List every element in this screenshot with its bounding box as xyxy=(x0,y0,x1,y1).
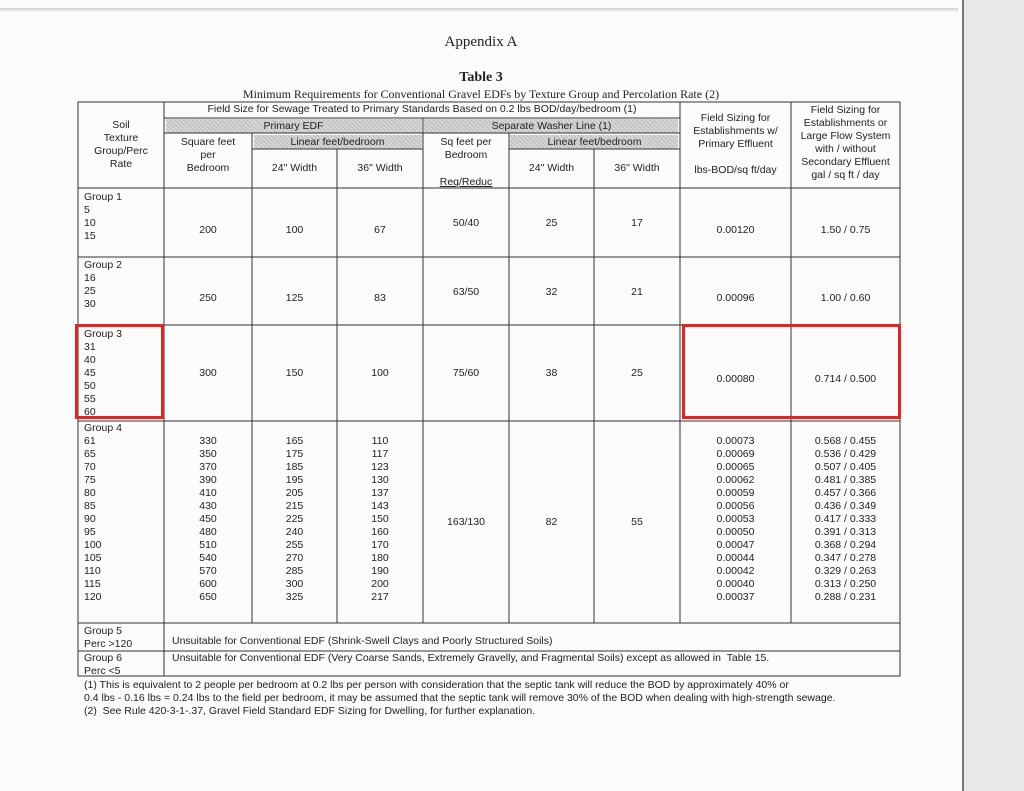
group2-bod: 0.00096 xyxy=(716,292,755,304)
group2-washer-24: 32 xyxy=(545,286,558,298)
group2-washer-36: 21 xyxy=(631,286,643,298)
group2-36-width: 83 xyxy=(374,292,386,304)
footnote-1-line-1: (1) This is equivalent to 2 people per bedroom at 0.2 lbs per person with consideration that the septic tank will reduce the BOD by approximately 40% or xyxy=(84,679,789,691)
group3-gal: 0.714 / 0.500 xyxy=(814,373,877,385)
page-edge xyxy=(962,0,1024,791)
table-title: Minimum Requirements for Conventional Gravel EDFs by Texture Group and Percolation Rate (2) xyxy=(242,87,720,101)
header-sqft-per-bedroom: Square feet per Bedroom xyxy=(180,136,236,174)
footnote-1-line-2: 0.4 lbs - 0.16 lbs = 0.24 lbs to the field per bedroom, it may be assumed that the septic tank will remove 30% of the BOD when dealing with high-strength sewage. xyxy=(84,692,836,704)
group3-sqft: 300 xyxy=(199,367,217,379)
group4-washer-24: 82 xyxy=(545,516,558,528)
header-linear-feet-primary: Linear feet/bedroom xyxy=(290,136,385,148)
header-primary-effluent-unit: lbs-BOD/sq ft/day xyxy=(694,164,777,176)
group1-gal: 1.50 / 0.75 xyxy=(820,224,871,236)
header-soil-texture: Soil Texture Group/Perc Rate xyxy=(94,119,148,170)
group3-highlight-box xyxy=(75,324,164,419)
header-36-width-washer: 36" Width xyxy=(614,162,660,174)
group4-sqft: 330 350 370 390 410 430 450 480 510 540 570 600 650 xyxy=(199,435,217,603)
header-primary-effluent: Field Sizing for Establishments w/ Primary Effluent xyxy=(693,112,778,150)
header-36-width-primary: 36" Width xyxy=(357,162,403,174)
group3-36-width: 100 xyxy=(371,367,389,379)
header-field-size: Field Size for Sewage Treated to Primary Standards Based on 0.2 lbs BOD/day/bedroom (1) xyxy=(207,103,637,115)
header-req-reduc: Req/Reduc xyxy=(439,176,493,188)
footnote-2: (2) See Rule 420-3-1-.37, Gravel Field Standard EDF Sizing for Dwelling, for further explanation. xyxy=(84,705,536,717)
group3-req-reduc: 75/60 xyxy=(452,367,480,379)
group1-bod: 0.00120 xyxy=(716,224,755,236)
group3-24-width: 150 xyxy=(285,367,304,379)
group4-req-reduc: 163/130 xyxy=(447,516,485,528)
group5-text: Unsuitable for Conventional EDF (Shrink-Swell Clays and Poorly Structured Soils) xyxy=(172,635,553,647)
group2-24-width: 125 xyxy=(285,292,304,304)
header-primary-edf: Primary EDF xyxy=(263,120,324,132)
group4-gal: 0.568 / 0.455 0.536 / 0.429 0.507 / 0.405 0.481 / 0.385 0.457 / 0.366 0.436 / 0.349 0.417 / 0.333 0.391 / 0.313 0.368 / 0.294 0.347 / 0.278 0.329 / 0.263 0.313 / 0.250 0.288 / 0.231 xyxy=(814,435,877,603)
group4-36-width: 110 117 123 130 137 143 150 160 170 180 190 200 217 xyxy=(371,435,389,603)
group4-24-width: 165 175 185 195 205 215 225 240 255 270 285 300 325 xyxy=(285,435,304,603)
appendix-title: Appendix A xyxy=(444,34,518,50)
header-linear-feet-washer: Linear feet/bedroom xyxy=(547,136,642,148)
group1-label: Group 1 5 10 15 xyxy=(84,191,122,242)
header-24-width-washer: 24" Width xyxy=(528,162,575,174)
group3-washer-24: 38 xyxy=(545,367,558,379)
group1-washer-24: 25 xyxy=(545,217,558,229)
group1-24-width: 100 xyxy=(285,224,304,236)
group6-label: Group 6 Perc <5 xyxy=(84,652,122,677)
group1-washer-36: 17 xyxy=(631,217,643,229)
group2-label: Group 2 16 25 30 xyxy=(84,259,122,310)
group2-gal: 1.00 / 0.60 xyxy=(820,292,871,304)
group4-bod: 0.00073 0.00069 0.00065 0.00062 0.00059 0.00056 0.00053 0.00050 0.00047 0.00044 0.00042 0.00040 0.00037 xyxy=(716,435,755,603)
group2-sqft: 250 xyxy=(199,292,217,304)
group6-text: Unsuitable for Conventional EDF (Very Coarse Sands, Extremely Gravelly, and Fragmental Soils) except as allowed in Table 15. xyxy=(172,652,770,664)
group4-label: Group 4 61 65 70 75 80 85 90 95 100 105 110 115 120 xyxy=(84,422,122,603)
group3-values-highlight-box xyxy=(682,324,901,419)
header-secondary-effluent: Field Sizing for Establishments or Large Flow System with / without Secondary Effluent gal / sq ft / day xyxy=(800,104,891,181)
group2-req-reduc: 63/50 xyxy=(452,286,480,298)
table-number: Table 3 xyxy=(459,70,503,85)
group5-label: Group 5 Perc >120 xyxy=(84,625,133,650)
group4-washer-36: 55 xyxy=(631,516,643,528)
group1-sqft: 200 xyxy=(199,224,217,236)
header-sqft-per-bedroom-washer: Sq feet per Bedroom xyxy=(440,136,492,161)
header-24-width-primary: 24" Width xyxy=(271,162,318,174)
group3-bod: 0.00080 xyxy=(716,373,755,385)
group3-label: Group 3 31 40 45 50 55 60 xyxy=(84,328,122,418)
group1-req-reduc: 50/40 xyxy=(452,217,480,229)
group1-36-width: 67 xyxy=(374,224,386,236)
group3-washer-36: 25 xyxy=(631,367,643,379)
header-separate-washer: Separate Washer Line (1) xyxy=(491,120,612,132)
